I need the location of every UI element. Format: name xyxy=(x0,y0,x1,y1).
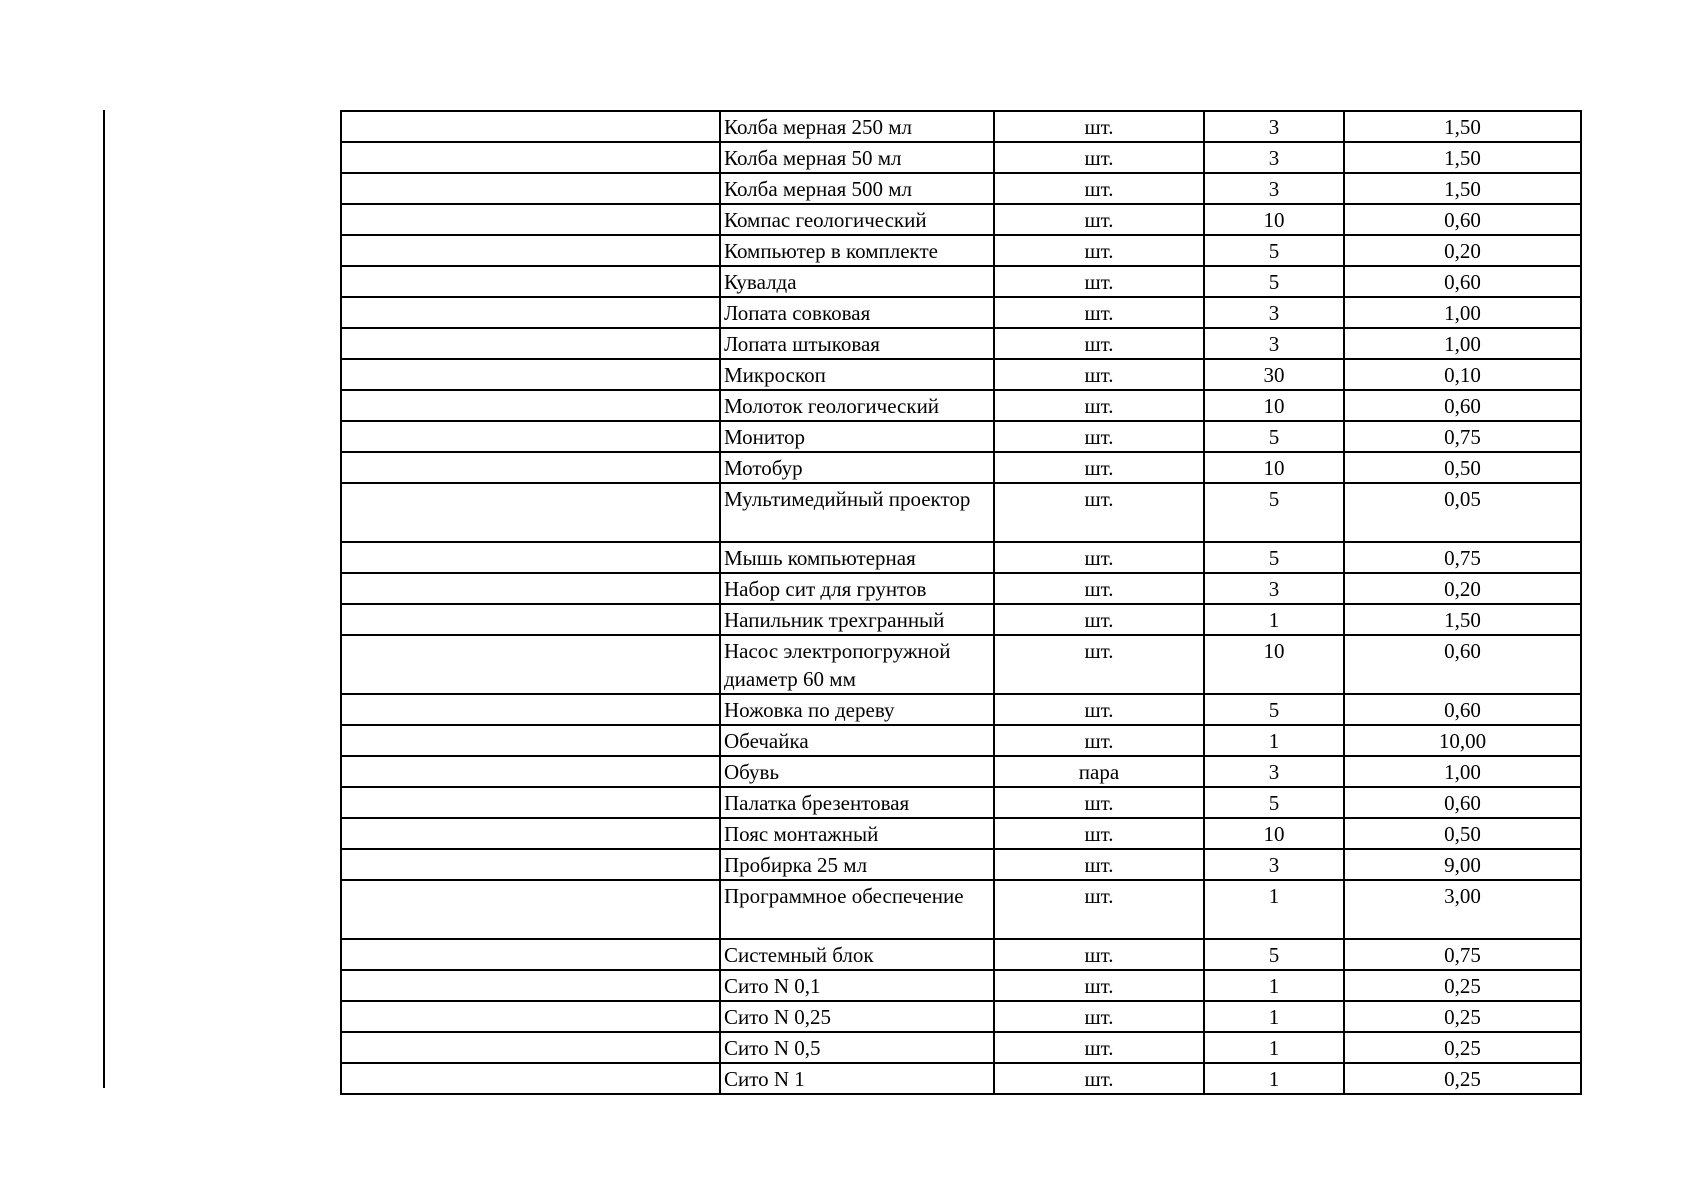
unit-cell: шт. xyxy=(994,604,1204,635)
table-row xyxy=(341,1001,1581,1032)
unit-cell: шт. xyxy=(994,787,1204,818)
table-row xyxy=(341,266,1581,297)
value-cell: 0,50 xyxy=(1344,452,1581,483)
unit-cell: шт. xyxy=(994,328,1204,359)
empty-cell xyxy=(341,573,720,604)
quantity-cell: 10 xyxy=(1204,635,1344,694)
item-name-cell: Мультимедийный проектор xyxy=(720,483,994,542)
item-name-cell: Обечайка xyxy=(720,725,994,756)
value-cell: 0,75 xyxy=(1344,542,1581,573)
quantity-cell: 5 xyxy=(1204,421,1344,452)
empty-cell xyxy=(341,542,720,573)
quantity-cell: 3 xyxy=(1204,849,1344,880)
value-cell: 0,75 xyxy=(1344,939,1581,970)
quantity-cell: 3 xyxy=(1204,173,1344,204)
item-name-cell: Кувалда xyxy=(720,266,994,297)
table-row xyxy=(341,111,1581,142)
value-cell: 1,00 xyxy=(1344,328,1581,359)
quantity-cell: 30 xyxy=(1204,359,1344,390)
unit-cell: шт. xyxy=(994,1063,1204,1094)
item-name-cell: Обувь xyxy=(720,756,994,787)
equipment-table xyxy=(340,110,1582,1095)
table-row xyxy=(341,939,1581,970)
empty-cell xyxy=(341,421,720,452)
empty-cell xyxy=(341,1001,720,1032)
item-name-cell: Напильник трехгранный xyxy=(720,604,994,635)
table-row xyxy=(341,235,1581,266)
value-cell: 1,50 xyxy=(1344,604,1581,635)
value-cell: 10,00 xyxy=(1344,725,1581,756)
item-name-cell: Набор сит для грунтов xyxy=(720,573,994,604)
quantity-cell: 10 xyxy=(1204,204,1344,235)
quantity-cell: 3 xyxy=(1204,297,1344,328)
quantity-cell: 5 xyxy=(1204,266,1344,297)
empty-cell xyxy=(341,694,720,725)
value-cell: 0,60 xyxy=(1344,390,1581,421)
item-name-cell: Ножовка по дереву xyxy=(720,694,994,725)
unit-cell: шт. xyxy=(994,204,1204,235)
unit-cell: шт. xyxy=(994,266,1204,297)
value-cell: 0,05 xyxy=(1344,483,1581,542)
empty-cell xyxy=(341,173,720,204)
quantity-cell: 5 xyxy=(1204,787,1344,818)
unit-cell: шт. xyxy=(994,359,1204,390)
empty-cell xyxy=(341,725,720,756)
item-name-cell: Компас геологический xyxy=(720,204,994,235)
item-name-cell: Сито N 0,25 xyxy=(720,1001,994,1032)
empty-cell xyxy=(341,266,720,297)
item-name-cell: Монитор xyxy=(720,421,994,452)
value-cell: 0,25 xyxy=(1344,1063,1581,1094)
item-name-cell: Молоток геологический xyxy=(720,390,994,421)
table-row xyxy=(341,204,1581,235)
table-row xyxy=(341,573,1581,604)
unit-cell: шт. xyxy=(994,818,1204,849)
quantity-cell: 5 xyxy=(1204,483,1344,542)
empty-cell xyxy=(341,756,720,787)
empty-cell xyxy=(341,483,720,542)
table-row xyxy=(341,542,1581,573)
table-row xyxy=(341,297,1581,328)
quantity-cell: 1 xyxy=(1204,880,1344,939)
table-row xyxy=(341,694,1581,725)
value-cell: 1,50 xyxy=(1344,111,1581,142)
empty-cell xyxy=(341,1032,720,1063)
item-name-cell: Пробирка 25 мл xyxy=(720,849,994,880)
unit-cell: шт. xyxy=(994,880,1204,939)
empty-cell xyxy=(341,880,720,939)
unit-cell: шт. xyxy=(994,297,1204,328)
table-row xyxy=(341,849,1581,880)
item-name-cell: Лопата штыковая xyxy=(720,328,994,359)
quantity-cell: 5 xyxy=(1204,939,1344,970)
empty-cell xyxy=(341,604,720,635)
value-cell: 0,60 xyxy=(1344,787,1581,818)
item-name-cell: Программное обеспечение xyxy=(720,880,994,939)
item-name-cell: Системный блок xyxy=(720,939,994,970)
quantity-cell: 3 xyxy=(1204,573,1344,604)
value-cell: 0,75 xyxy=(1344,421,1581,452)
value-cell: 1,50 xyxy=(1344,142,1581,173)
quantity-cell: 3 xyxy=(1204,111,1344,142)
table-row xyxy=(341,359,1581,390)
quantity-cell: 5 xyxy=(1204,542,1344,573)
quantity-cell: 3 xyxy=(1204,142,1344,173)
unit-cell: шт. xyxy=(994,173,1204,204)
value-cell: 0,60 xyxy=(1344,204,1581,235)
value-cell: 0,60 xyxy=(1344,694,1581,725)
quantity-cell: 1 xyxy=(1204,1001,1344,1032)
value-cell: 0,60 xyxy=(1344,266,1581,297)
item-name-cell: Сито N 1 xyxy=(720,1063,994,1094)
value-cell: 3,00 xyxy=(1344,880,1581,939)
empty-cell xyxy=(341,818,720,849)
empty-cell xyxy=(341,787,720,818)
left-margin-rule xyxy=(103,110,105,1088)
unit-cell: шт. xyxy=(994,111,1204,142)
item-name-cell: Пояс монтажный xyxy=(720,818,994,849)
table-row xyxy=(341,787,1581,818)
item-name-cell: Колба мерная 250 мл xyxy=(720,111,994,142)
empty-cell xyxy=(341,328,720,359)
empty-cell xyxy=(341,849,720,880)
item-name-cell: Палатка брезентовая xyxy=(720,787,994,818)
quantity-cell: 1 xyxy=(1204,970,1344,1001)
table-row xyxy=(341,635,1581,694)
quantity-cell: 3 xyxy=(1204,328,1344,359)
value-cell: 0,50 xyxy=(1344,818,1581,849)
table-row xyxy=(341,756,1581,787)
table-row xyxy=(341,328,1581,359)
item-name-cell: Мышь компьютерная xyxy=(720,542,994,573)
table-row xyxy=(341,483,1581,542)
empty-cell xyxy=(341,235,720,266)
table-row xyxy=(341,390,1581,421)
empty-cell xyxy=(341,635,720,694)
unit-cell: шт. xyxy=(994,849,1204,880)
item-name-cell: Насос электропогружной диаметр 60 мм xyxy=(720,635,994,694)
empty-cell xyxy=(341,390,720,421)
empty-cell xyxy=(341,452,720,483)
unit-cell: шт. xyxy=(994,452,1204,483)
empty-cell xyxy=(341,970,720,1001)
unit-cell: шт. xyxy=(994,542,1204,573)
empty-cell xyxy=(341,359,720,390)
item-name-cell: Лопата совковая xyxy=(720,297,994,328)
value-cell: 0,60 xyxy=(1344,635,1581,694)
unit-cell: шт. xyxy=(994,1032,1204,1063)
value-cell: 1,00 xyxy=(1344,756,1581,787)
quantity-cell: 1 xyxy=(1204,1032,1344,1063)
unit-cell: шт. xyxy=(994,694,1204,725)
value-cell: 0,25 xyxy=(1344,970,1581,1001)
unit-cell: шт. xyxy=(994,725,1204,756)
empty-cell xyxy=(341,111,720,142)
unit-cell: шт. xyxy=(994,635,1204,694)
empty-cell xyxy=(341,204,720,235)
value-cell: 9,00 xyxy=(1344,849,1581,880)
quantity-cell: 1 xyxy=(1204,725,1344,756)
unit-cell: шт. xyxy=(994,939,1204,970)
table-row xyxy=(341,1032,1581,1063)
quantity-cell: 10 xyxy=(1204,390,1344,421)
value-cell: 0,25 xyxy=(1344,1032,1581,1063)
item-name-cell: Сито N 0,5 xyxy=(720,1032,994,1063)
empty-cell xyxy=(341,1063,720,1094)
item-name-cell: Колба мерная 50 мл xyxy=(720,142,994,173)
table-row xyxy=(341,421,1581,452)
table-row xyxy=(341,142,1581,173)
empty-cell xyxy=(341,939,720,970)
empty-cell xyxy=(341,142,720,173)
item-name-cell: Компьютер в комплекте xyxy=(720,235,994,266)
item-name-cell: Микроскоп xyxy=(720,359,994,390)
quantity-cell: 10 xyxy=(1204,818,1344,849)
table-row xyxy=(341,604,1581,635)
quantity-cell: 10 xyxy=(1204,452,1344,483)
table-row xyxy=(341,725,1581,756)
value-cell: 1,50 xyxy=(1344,173,1581,204)
item-name-cell: Сито N 0,1 xyxy=(720,970,994,1001)
equipment-table-body xyxy=(341,111,1581,1094)
table-row xyxy=(341,173,1581,204)
value-cell: 0,20 xyxy=(1344,573,1581,604)
value-cell: 0,10 xyxy=(1344,359,1581,390)
unit-cell: шт. xyxy=(994,573,1204,604)
empty-cell xyxy=(341,297,720,328)
quantity-cell: 3 xyxy=(1204,756,1344,787)
value-cell: 0,20 xyxy=(1344,235,1581,266)
table-row xyxy=(341,880,1581,939)
table-row xyxy=(341,970,1581,1001)
unit-cell: шт. xyxy=(994,390,1204,421)
table-row xyxy=(341,452,1581,483)
quantity-cell: 1 xyxy=(1204,604,1344,635)
table-row xyxy=(341,818,1581,849)
item-name-cell: Колба мерная 500 мл xyxy=(720,173,994,204)
unit-cell: шт. xyxy=(994,1001,1204,1032)
unit-cell: шт. xyxy=(994,970,1204,1001)
quantity-cell: 5 xyxy=(1204,235,1344,266)
table-row xyxy=(341,1063,1581,1094)
item-name-cell: Мотобур xyxy=(720,452,994,483)
unit-cell: шт. xyxy=(994,421,1204,452)
unit-cell: шт. xyxy=(994,483,1204,542)
value-cell: 1,00 xyxy=(1344,297,1581,328)
quantity-cell: 1 xyxy=(1204,1063,1344,1094)
unit-cell: шт. xyxy=(994,235,1204,266)
unit-cell: шт. xyxy=(994,142,1204,173)
quantity-cell: 5 xyxy=(1204,694,1344,725)
value-cell: 0,25 xyxy=(1344,1001,1581,1032)
unit-cell: пара xyxy=(994,756,1204,787)
